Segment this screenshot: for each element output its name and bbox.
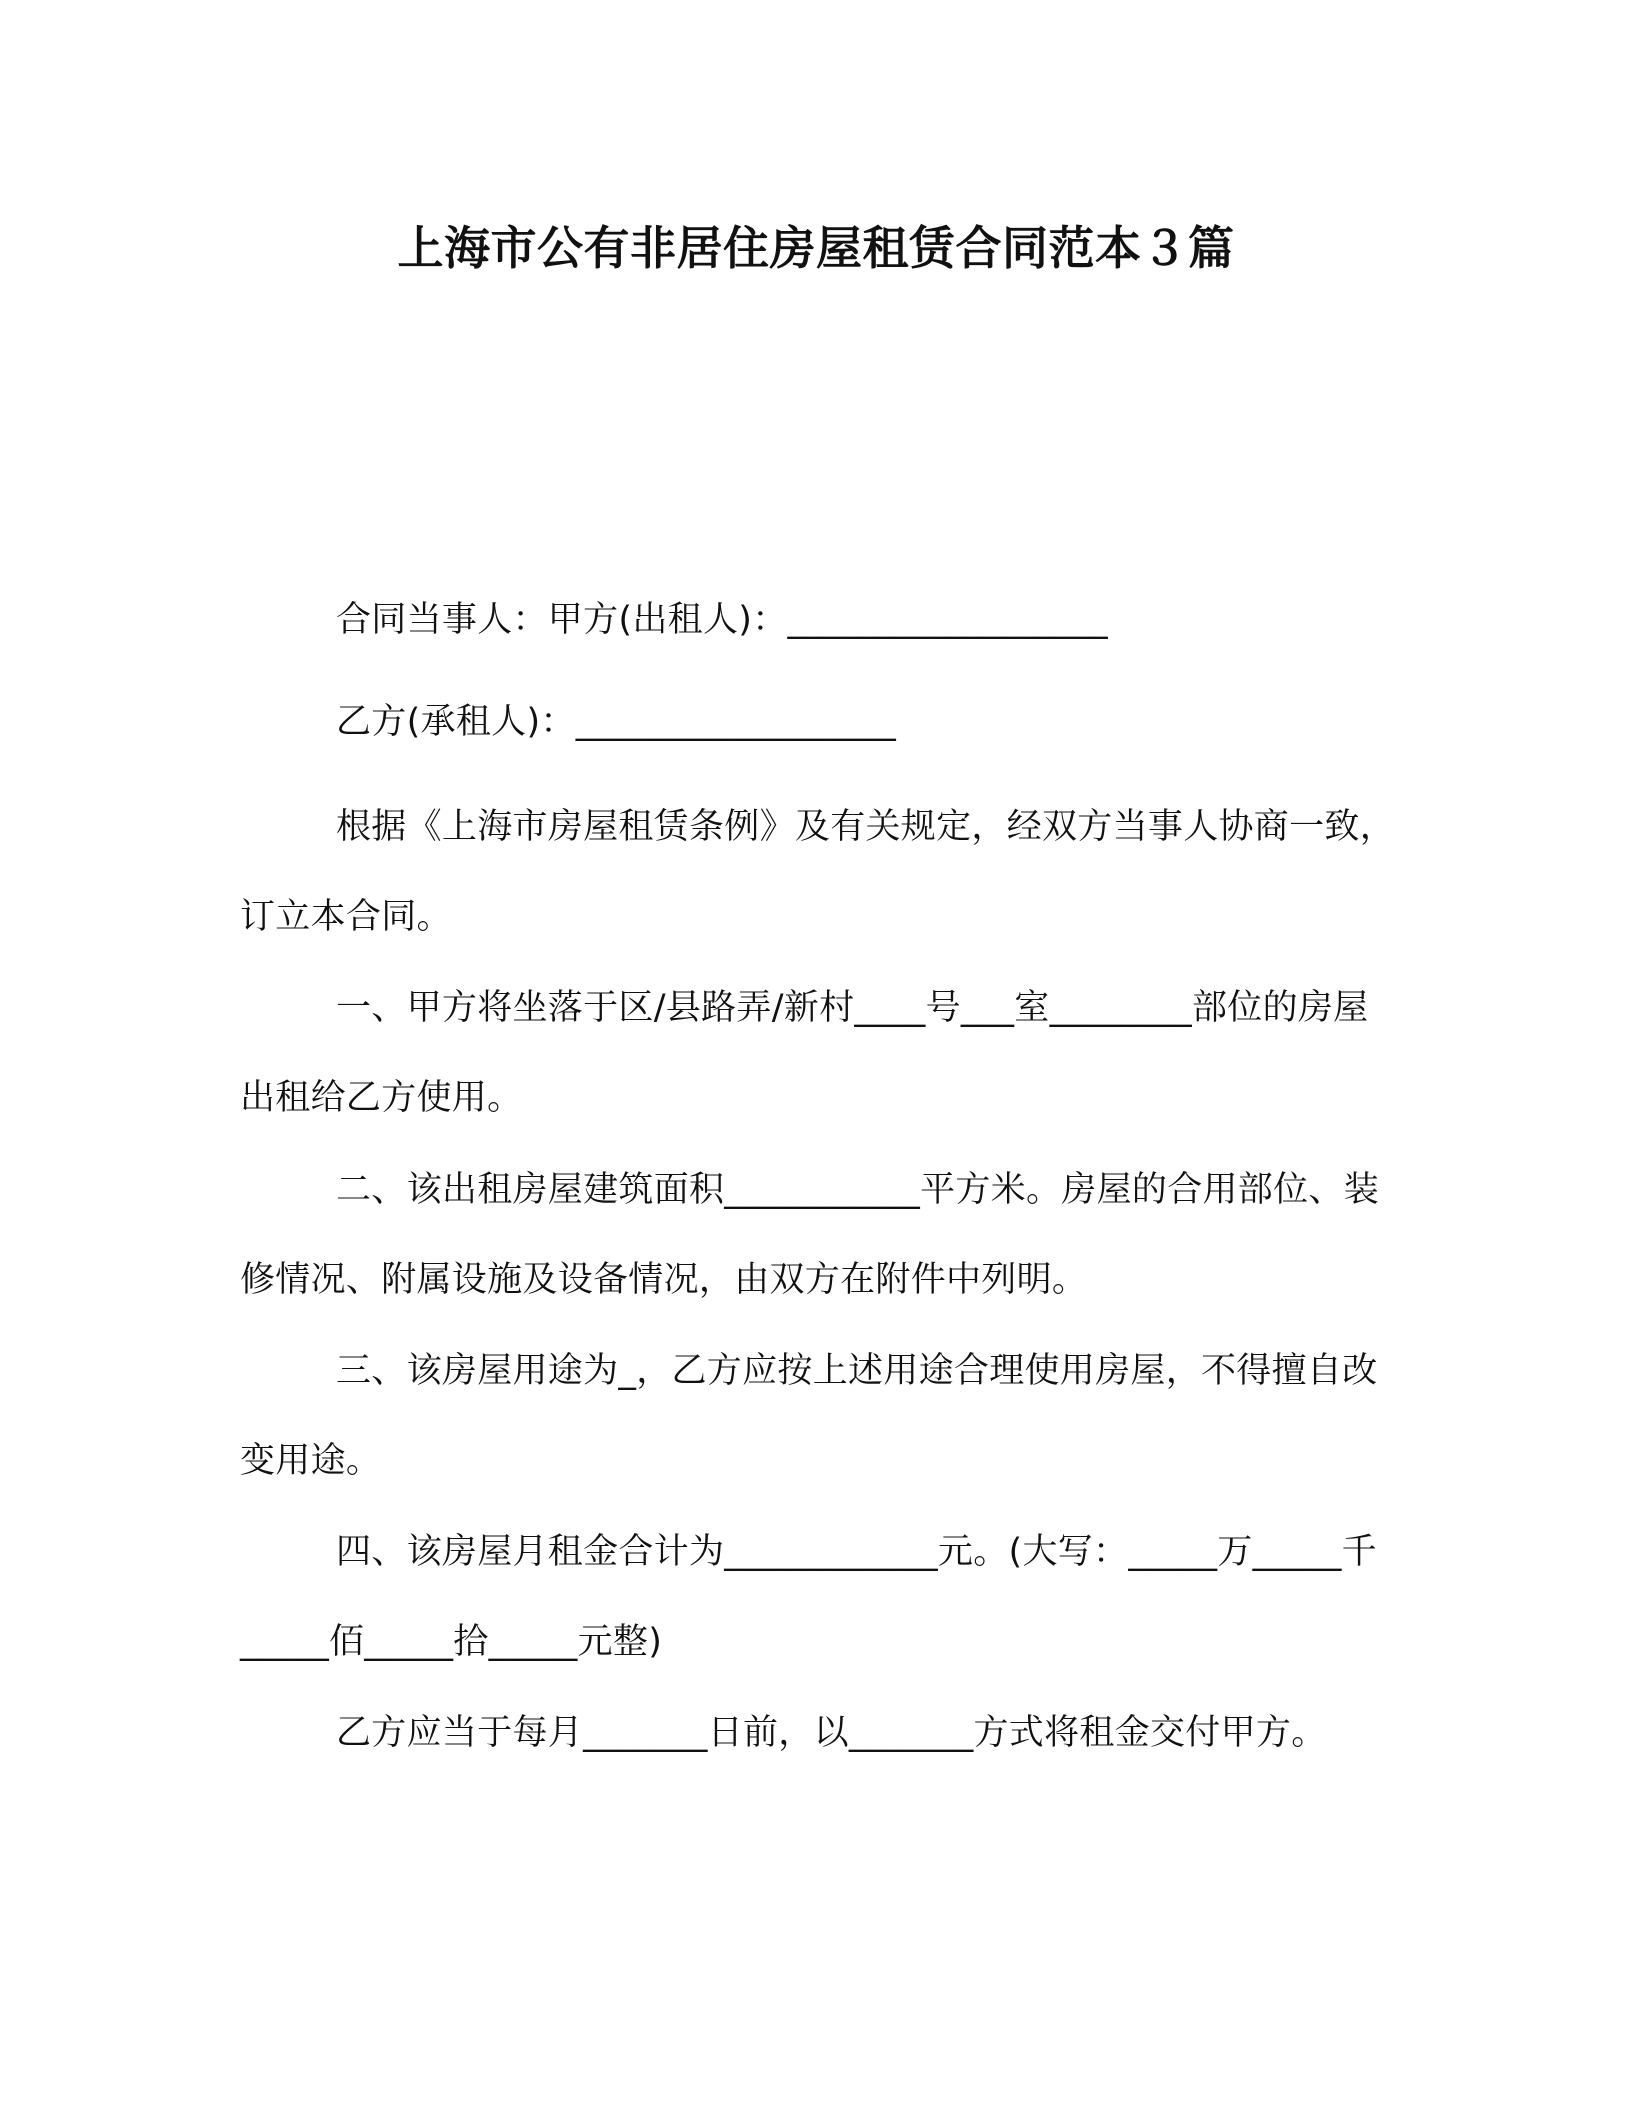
paragraph-clause-2: 二、该出租房屋建筑面积___________平方米。房屋的合用部位、装修情况、附属设施及设备情况，由双方在附件中列明。 xyxy=(240,1170,1380,1300)
paragraph-payment: 乙方应当于每月_______日前，以_______方式将租金交付甲方。 xyxy=(336,1713,1327,1753)
paragraph-preamble: 根据《上海市房屋租赁条例》及有关规定，经双方当事人协商一致，订立本合同。 xyxy=(240,807,1396,937)
paragraph-clause-1: 一、甲方将坐落于区/县路弄/新村____号___室________部位的房屋出租给乙方使用。 xyxy=(240,988,1369,1118)
document-title: 上海市公有非居住房屋租赁合同范本３篇 xyxy=(397,221,1235,275)
paragraph-parties-lessor: 合同当事人：甲方(出租人)：__________________ xyxy=(336,600,1108,640)
paragraph-clause-3: 三、该房屋用途为_，乙方应按上述用途合理使用房屋，不得擅自改变用途。 xyxy=(240,1351,1378,1481)
paragraph-clause-4: 四、该房屋月租金合计为____________元。(大写：_____万_____千_____佰_____拾_____元整) xyxy=(240,1532,1377,1662)
paragraph-parties-lessee: 乙方(承租人)：__________________ xyxy=(336,702,897,742)
